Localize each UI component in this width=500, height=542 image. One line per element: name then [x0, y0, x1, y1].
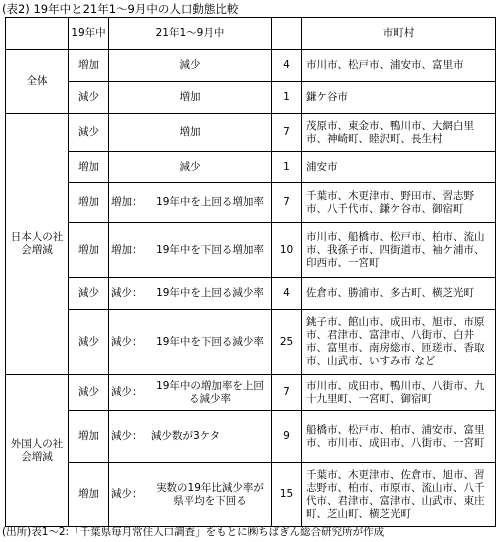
- cell-cities: 市川市、船橋市、松戸市、柏市、流山市、我孫子市、四街道市、袖ケ浦市、印西市、一宮町: [302, 223, 496, 278]
- cond-text: 実数の19年比減少率が県平均を下回る: [156, 481, 264, 507]
- section-total: 全体: [6, 50, 69, 114]
- cond-text: 19年中を下回る増加率: [156, 243, 264, 256]
- table-row: [6, 114, 496, 152]
- cond-text: 19年中の増加率を上回る減少率: [156, 379, 264, 405]
- table-row: [6, 310, 496, 375]
- header-row: [6, 18, 496, 50]
- table-row: [6, 50, 496, 82]
- header-21: 21年1～9月中: [109, 18, 272, 50]
- cell-21: [109, 278, 272, 310]
- table-row: [6, 152, 496, 183]
- cond-text: 19年中を下回る減少率: [156, 335, 264, 348]
- cell-count: 9: [272, 411, 302, 463]
- cell-21: [109, 183, 272, 223]
- header-blank: [6, 18, 69, 50]
- table-row: [6, 375, 496, 411]
- header-19: 19年中: [69, 18, 109, 50]
- cell-cities: 浦安市: [302, 152, 496, 183]
- cell-count: 4: [272, 50, 302, 82]
- cell-count: 7: [272, 114, 302, 152]
- cell-21: [109, 375, 272, 411]
- cell-cities: 市川市、松戸市、浦安市、富里市: [302, 50, 496, 82]
- cell-19: 増加: [69, 223, 109, 278]
- cell-count: 10: [272, 223, 302, 278]
- cell-cities: 銚子市、館山市、成田市、旭市、市原市、君津市、富津市、八街市、白井市、富里市、南房総市、匝瑳市、香取市、山武市、いすみ市 など: [302, 310, 496, 375]
- cell-count: 25: [272, 310, 302, 375]
- cond-text: 減少数が3ケタ: [151, 430, 221, 442]
- cond-prefix: 減少：: [111, 335, 143, 348]
- cell-19: 増加: [69, 463, 109, 527]
- header-count: [272, 18, 302, 50]
- cell-19: 減少: [69, 82, 109, 114]
- source-note: (出所)表1～2:「千葉県毎月常住人口調査」をもとに㈱ちばぎん総合研究所が作成: [2, 526, 385, 538]
- cell-count: 1: [272, 82, 302, 114]
- cell-cities: 市川市、成田市、鴨川市、八街市、九十九里町、一宮町、御宿町: [302, 375, 496, 411]
- section-japanese: 日本人の社会増減: [6, 114, 69, 375]
- cell-19: 増加: [69, 152, 109, 183]
- cond-prefix: 減少：: [111, 386, 143, 398]
- cell-19: 増加: [69, 183, 109, 223]
- table-row: [6, 183, 496, 223]
- cell-cities: 船橋市、松戸市、柏市、浦安市、富里市、市川市、成田市、八街市、一宮町: [302, 411, 496, 463]
- section-foreign: 外国人の社会増減: [6, 375, 69, 527]
- cell-cities: 茂原市、東金市、鴨川市、大網白里市、神崎町、睦沢町、長生村: [302, 114, 496, 152]
- cond-prefix: 減少：: [111, 430, 143, 442]
- cell-cities: 佐倉市、勝浦市、多古町、横芝光町: [302, 278, 496, 310]
- cond-text: 19年中を上回る減少率: [156, 287, 264, 299]
- cell-cities: 鎌ケ谷市: [302, 82, 496, 114]
- cell-19: 減少: [69, 310, 109, 375]
- cell-21: 増加: [109, 82, 272, 114]
- cell-count: 1: [272, 152, 302, 183]
- cell-21: [109, 310, 272, 375]
- cell-cities: 千葉市、木更津市、野田市、習志野市、八千代市、鎌ケ谷市、御宿町: [302, 183, 496, 223]
- population-comparison-table: [5, 17, 496, 527]
- cond-prefix: 増加：: [111, 196, 143, 208]
- cond-prefix: 増加：: [111, 243, 143, 256]
- header-municipalities: 市町村: [302, 18, 496, 50]
- cell-21: 減少: [109, 50, 272, 82]
- cell-21: 増加: [109, 114, 272, 152]
- table-row: [6, 411, 496, 463]
- cell-19: 減少: [69, 278, 109, 310]
- cell-cities: 千葉市、木更津市、佐倉市、旭市、習志野市、柏市、市原市、流山市、八千代市、君津市、富津市、山武市、東庄町、芝山町、横芝光町: [302, 463, 496, 527]
- cell-19: 減少: [69, 375, 109, 411]
- table-row: [6, 463, 496, 527]
- cell-21: [109, 411, 272, 463]
- cond-text: 19年中を上回る増加率: [156, 196, 264, 208]
- cond-prefix: 減少：: [111, 488, 143, 500]
- cell-count: 7: [272, 375, 302, 411]
- cell-19: 増加: [69, 50, 109, 82]
- cell-19: 増加: [69, 411, 109, 463]
- cell-count: 7: [272, 183, 302, 223]
- cell-count: 4: [272, 278, 302, 310]
- table-title: (表2) 19年中と21年1～9月中の人口動態比較: [2, 2, 239, 16]
- cell-19: 減少: [69, 114, 109, 152]
- cell-21: 減少: [109, 152, 272, 183]
- table-row: [6, 82, 496, 114]
- table-row: [6, 223, 496, 278]
- cell-count: 15: [272, 463, 302, 527]
- cell-21: [109, 463, 272, 527]
- cell-21: [109, 223, 272, 278]
- table-row: [6, 278, 496, 310]
- cond-prefix: 減少：: [111, 287, 143, 299]
